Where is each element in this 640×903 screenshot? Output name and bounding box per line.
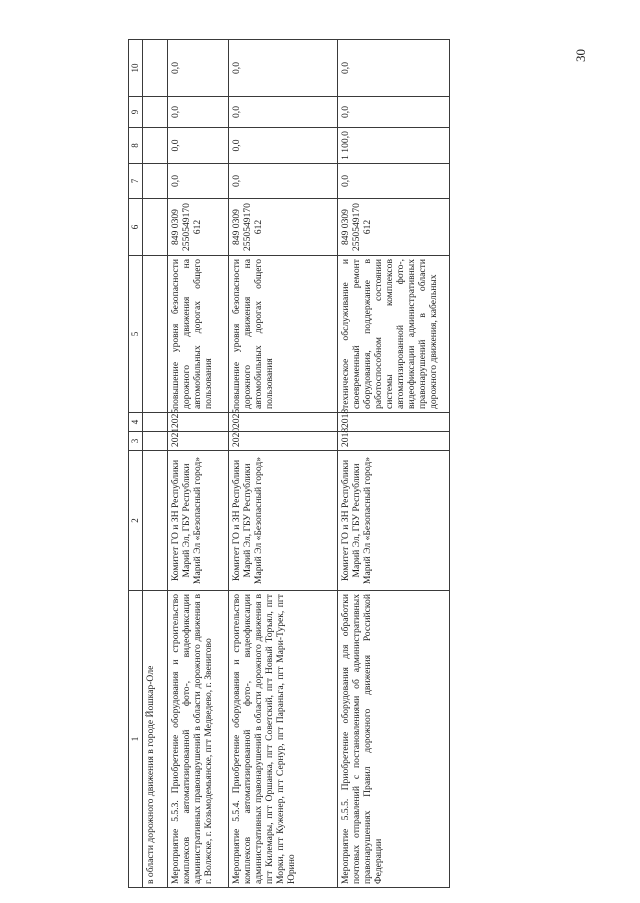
header-col-7: 7	[129, 164, 143, 199]
result-cell: повышение уровня безопасности дорожного движения на автомобильных дорогах общего пользования	[168, 256, 229, 413]
header-col-6: 6	[129, 199, 143, 256]
start-year-cell: 2020	[229, 432, 338, 451]
value-col-8: 1 100,0	[338, 128, 450, 164]
value-col-8: 0,0	[229, 128, 338, 164]
value-col-10: 0,0	[338, 40, 450, 97]
value-col-7: 0,0	[168, 164, 229, 199]
result-cell: техническое обслуживание и своевременный ремонт оборудования, поддержание в работоспособном состоянии системы комплексов автоматизированной фото-, видеофиксации административных правонарушений в области дорожного движения, кабельных	[338, 256, 450, 413]
result-cell: повышение уровня безопасности дорожного движения на автомобильных дорогах общего пользования	[229, 256, 338, 413]
header-col-9: 9	[129, 97, 143, 128]
end-year-cell: 2025	[229, 413, 338, 432]
measure-cell: Мероприятие 5.5.5. Приобретение оборудования для обработки почтовых отправлений с постановлениями об административных правонарушениях Правил дорожного движения Российской Федерации	[338, 591, 450, 888]
header-col-4: 4	[129, 413, 143, 432]
program-table	[128, 39, 450, 888]
measure-cell: Мероприятие 5.5.4. Приобретение оборудования и строительство комплексов автоматизированной фото-, видеофиксации административных правонарушений в области дорожного движения в пгт Килемары, пгт Оршанка, пгт Советский, пгт Новый Торъял, пгт Морки, пгт Куженер, пгт Сернур, пгт Параньга, пгт Мари-Турек, пгт Юрино	[229, 591, 338, 888]
end-year-cell: 2025	[168, 413, 229, 432]
value-col-8: 0,0	[168, 128, 229, 164]
header-col-1: 1	[129, 591, 143, 888]
header-col-5: 5	[129, 256, 143, 413]
page-number: 30	[573, 49, 588, 62]
table-row-section	[143, 40, 168, 888]
header-col-10: 10	[129, 40, 143, 97]
start-year-cell: 2021	[168, 432, 229, 451]
start-year-cell: 2018	[338, 432, 450, 451]
rotated-table-sheet	[128, 40, 478, 888]
value-col-10: 0,0	[168, 40, 229, 97]
code-cell: 849 0309 2550549170 612	[338, 199, 450, 256]
executor-cell: Комитет ГО и ЗН Республики Марий Эл, ГБУ Республики Марий Эл «Безопасный город»	[168, 451, 229, 591]
value-col-9: 0,0	[168, 97, 229, 128]
end-year-cell: 2018	[338, 413, 450, 432]
header-col-3: 3	[129, 432, 143, 451]
table-row	[338, 40, 450, 888]
table-row	[168, 40, 229, 888]
code-cell: 849 0309 2550549170 612	[168, 199, 229, 256]
executor-cell: Комитет ГО и ЗН Республики Марий Эл, ГБУ Республики Марий Эл «Безопасный город»	[338, 451, 450, 591]
executor-cell: Комитет ГО и ЗН Республики Марий Эл, ГБУ Республики Марий Эл «Безопасный город»	[229, 451, 338, 591]
value-col-7: 0,0	[338, 164, 450, 199]
code-cell: 849 0309 2550549170 612	[229, 199, 338, 256]
section-label: в области дорожного движения в городе Йошкар-Оле	[143, 591, 168, 888]
header-col-2: 2	[129, 451, 143, 591]
value-col-9: 0,0	[229, 97, 338, 128]
value-col-9: 0,0	[338, 97, 450, 128]
table-row	[229, 40, 338, 888]
header-col-8: 8	[129, 128, 143, 164]
header-row	[129, 40, 143, 888]
value-col-10: 0,0	[229, 40, 338, 97]
value-col-7: 0,0	[229, 164, 338, 199]
measure-cell: Мероприятие 5.5.3. Приобретение оборудования и строительство комплексов автоматизированной фото-, видеофиксации административных правонарушений в области дорожного движения в г. Волжске, г. Козьмодемьянске, пгт Медведево, г. Звенигово	[168, 591, 229, 888]
